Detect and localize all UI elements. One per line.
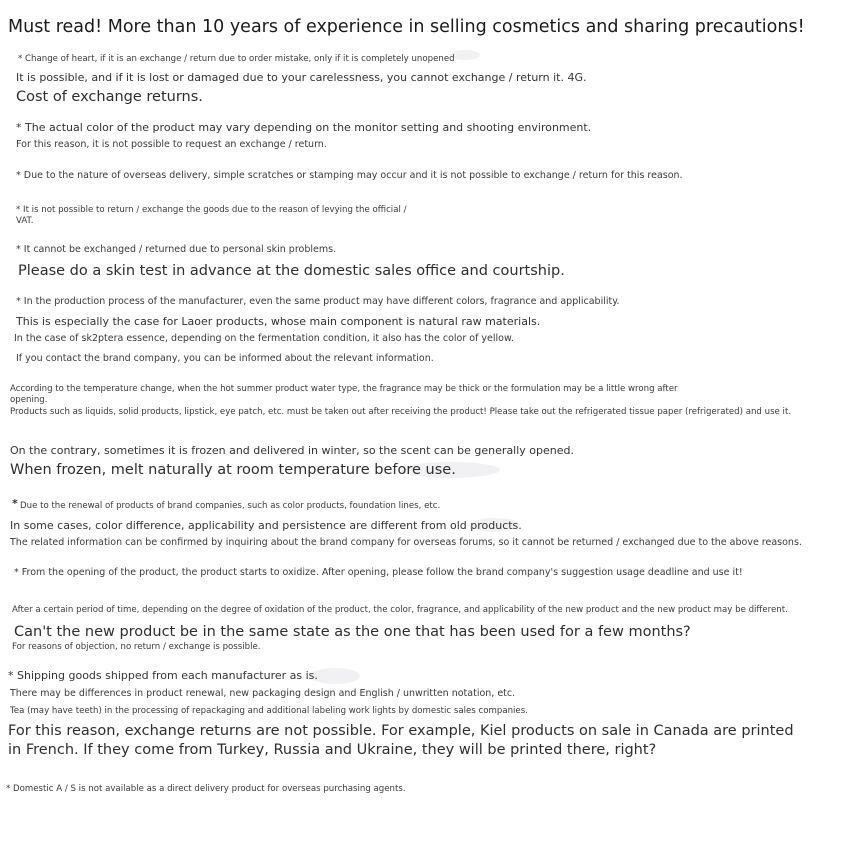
notice-line: It is possible, and if it is lost or damaged due to your carelessness, you cannot exchange / return it. 4G. [16,71,587,84]
page-title: Must read! More than 10 years of experience in selling cosmetics and sharing precautions! [8,17,805,37]
notice-line: * It is not possible to return / exchange the goods due to the reason of levying the official / [16,205,407,215]
notice-line: In some cases, color difference, applicability and persistence are different from old products. [10,519,522,532]
notice-line: After a certain period of time, depending on the degree of oxidation of the product, the color, fragrance, and applicability of the new product and the new product may be different. [12,605,788,615]
notice-line: * In the production process of the manufacturer, even the same product may have different colors, fragrance and applicability. [16,296,620,307]
notice-line: Tea (may have teeth) in the processing of repackaging and additional labeling work lights by domestic sales companies. [10,706,528,716]
notice-line: The related information can be confirmed by inquiring about the brand company for overseas forums, so it cannot be returned / exchanged due to the above reasons. [10,537,802,548]
notice-line: For this reason, it is not possible to request an exchange / return. [16,139,327,150]
notice-line: Due to the renewal of products of brand companies, such as color products, foundation lines, etc. [20,501,441,511]
notice-line: In the case of sk2ptera essence, depending on the fermentation condition, it also has the color of yellow. [14,333,514,344]
notice-line: Please do a skin test in advance at the domestic sales office and courtship. [18,263,565,279]
notice-line: For reasons of objection, no return / exchange is possible. [12,642,261,652]
notice-line: When frozen, melt naturally at room temperature before use. [10,462,456,478]
notice-line: * The actual color of the product may vary depending on the monitor setting and shooting environment. [16,121,592,134]
notice-line: * Domestic A / S is not available as a direct delivery product for overseas purchasing agents. [6,784,406,794]
notice-line: VAT. [16,216,34,226]
notice-line: * From the opening of the product, the product starts to oxidize. After opening, please follow the brand company's suggestion usage deadline and use it! [14,567,743,578]
notice-line: opening. [10,395,48,405]
notice-line: If you contact the brand company, you can be informed about the relevant information. [16,353,434,364]
notice-line: * Change of heart, if it is an exchange / return due to order mistake, only if it is completely unopened [18,54,455,64]
notice-line: * Shipping goods shipped from each manufacturer as is. [8,669,318,682]
notice-line: For this reason, exchange returns are not possible. For example, Kiel products on sale in Canada are printed [8,723,794,739]
notice-line: * It cannot be exchanged / returned due to personal skin problems. [16,244,337,255]
notice-line: * Due to the nature of overseas delivery, simple scratches or stamping may occur and it is not possible to exchange / return for this reason. [16,170,683,181]
notice-line: This is especially the case for Laoer products, whose main component is natural raw materials. [16,315,541,328]
notice-line: Cost of exchange returns. [16,89,203,105]
notice-line: Products such as liquids, solid products, lipstick, eye patch, etc. must be taken out after receiving the product! Please take out the refrigerated tissue paper (refrigerated) and use it. [10,407,792,417]
notice-bullet: * [12,497,18,510]
notice-line: There may be differences in product renewal, new packaging design and English / unwritten notation, etc. [10,688,516,699]
notice-line: According to the temperature change, when the hot summer product water type, the fragrance may be thick or the formulation may be a little wrong after [10,384,678,394]
notice-line: in French. If they come from Turkey, Russia and Ukraine, they will be printed there, right? [8,742,657,758]
notice-line: Can't the new product be in the same state as the one that has been used for a few months? [14,624,691,640]
notice-line: On the contrary, sometimes it is frozen and delivered in winter, so the scent can be generally opened. [10,444,575,457]
